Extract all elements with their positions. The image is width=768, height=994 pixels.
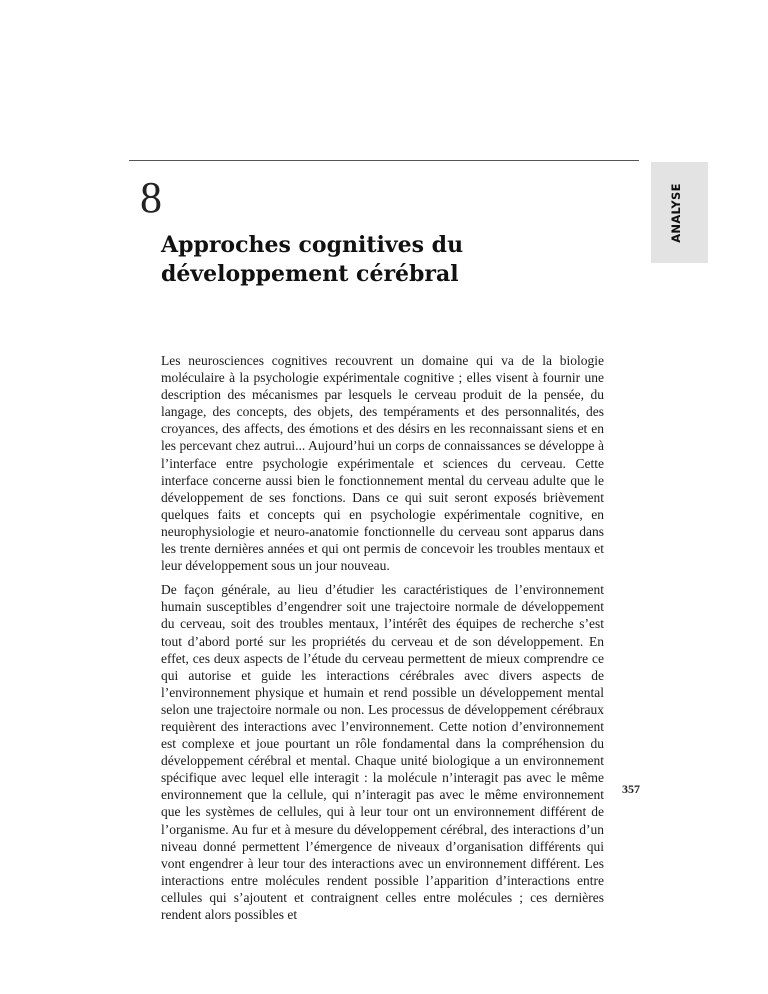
chapter-title-line-2: développement cérébral	[161, 261, 459, 287]
body-text	[161, 352, 604, 930]
chapter-number: 8	[140, 173, 162, 222]
chapter-title	[161, 231, 581, 289]
chapter-title-line-1: Approches cognitives du	[161, 232, 464, 258]
header-rule	[129, 160, 639, 161]
paragraph-1: Les neurosciences cognitives recouvrent un domaine qui va de la biologie moléculaire à la psychologie expérimentale cognitive ; elles visent à fournir une description des mécanismes par lesquels le cerveau produit de la pensée, du langage, des concepts, des objets, des tempéraments et des personnalités, des croyances, des affects, des émotions et des désirs en les reconnaissant siens et en les percevant chez autrui... Aujourd’hui un corps de connaissances se développe à l’interface entre psychologie expérimentale et sciences du cerveau. Cette interface concerne aussi bien le fonctionnement mental du cerveau adulte que le développement de ses fonctions. Dans ce qui suit seront exposés brièvement quelques faits et concepts qui en psychologie expérimentale cognitive, en neurophysiologie et neuro-anatomie fonctionnelle du cerveau sont apparus dans les trente dernières années et qui ont permis de concevoir les troubles mentaux et leur développement sous un jour nouveau.	[161, 353, 604, 574]
section-tab-label: ANALYSE	[669, 183, 683, 243]
paragraph-2: De façon générale, au lieu d’étudier les caractéristiques de l’environnement humain susceptibles d’engendrer soit une trajectoire normale de développement du cerveau, soit des troubles mentaux, l’intérêt des équipes de recherche s’est tout d’abord porté sur les propriétés du cerveau et de son développement. En effet, ces deux aspects de l’étude du cerveau permettent de mieux comprendre ce qui autorise et guide les interactions cérébrales avec divers aspects de l’environnement physique et humain et rend possible un développement mental selon une trajectoire normale ou non. Les processus de développement cérébraux requièrent des interactions avec l’environnement. Cette notion d’environnement est complexe et joue pourtant un rôle fondamental dans la compréhension du développement cérébral et mental. Chaque unité biologique a un environnement spécifique avec lequel elle interagit : la molécule n’interagit pas avec le même environnement que la cellule, qui n’interagit pas avec le même environnement que les systèmes de cellules, qui à leur tour ont un environnement différent de l’organisme. Au fur et à mesure du développement cérébral, des interactions d’un niveau donné permettent l’émergence de niveaux d’organisation différents qui vont engendrer à leur tour des interactions avec un environnement différent. Les interactions entre molécules rendent possible l’apparition d’interactions entre cellules qui s’ajoutent et contraignent celles entre molécules ; ces dernières rendent alors possibles et	[161, 582, 604, 922]
page-number: 357	[622, 782, 640, 796]
